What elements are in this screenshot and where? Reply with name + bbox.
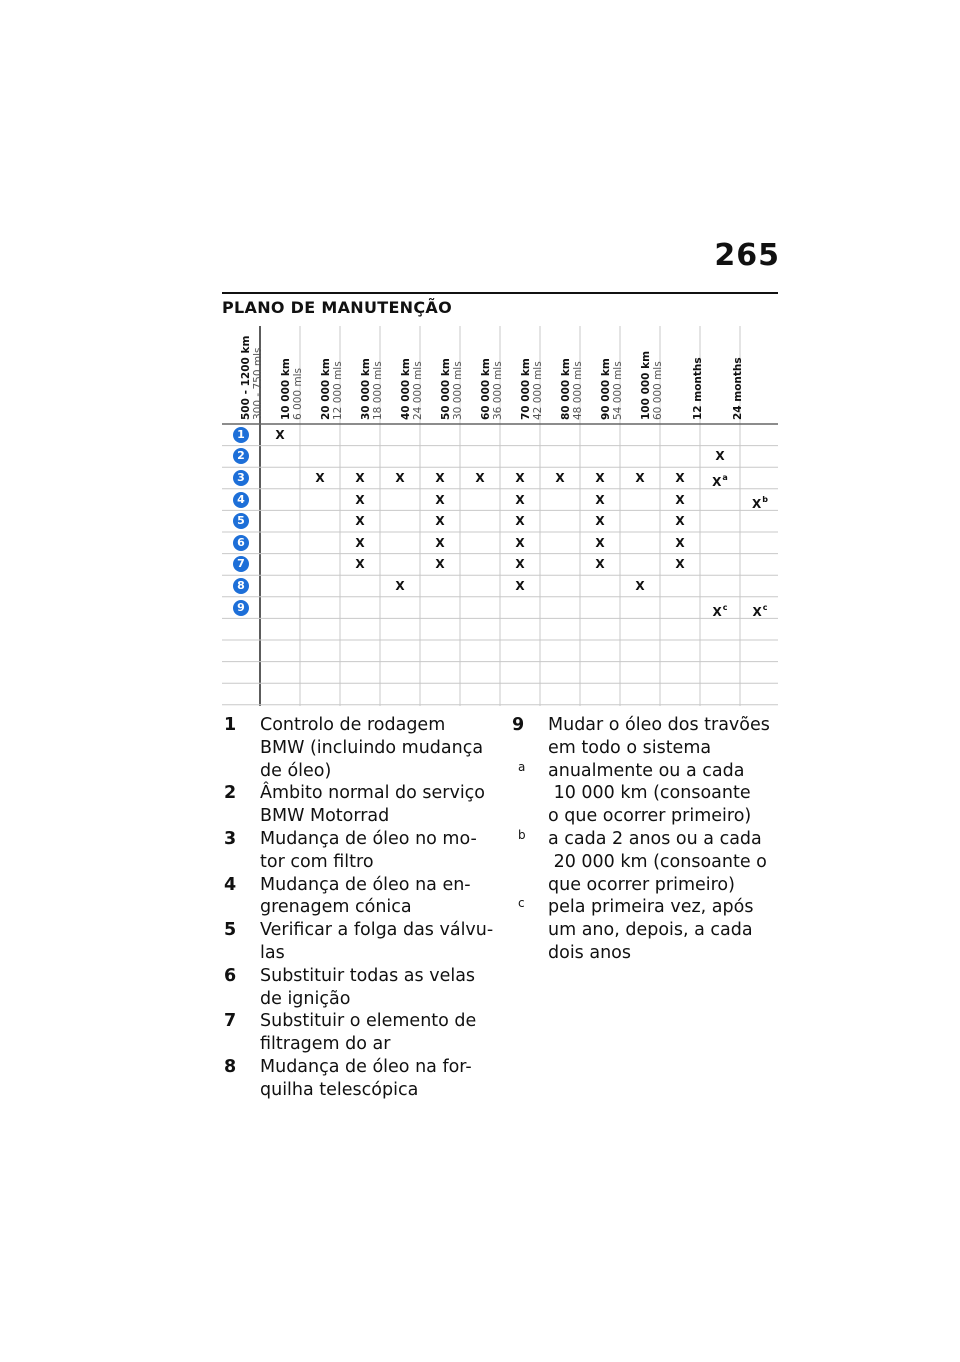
table-mark-footnote: b xyxy=(762,494,768,504)
table-mark-x: X xyxy=(435,514,445,529)
table-mark xyxy=(700,445,740,467)
legend-text-line: Mudança de óleo na en- xyxy=(260,874,471,895)
legend-item xyxy=(222,965,494,1011)
title-divider xyxy=(222,292,778,294)
table-mark xyxy=(620,575,660,597)
legend-text-line: Substituir o elemento de xyxy=(260,1011,477,1032)
legend-text-line: grenagem cónica xyxy=(260,897,412,918)
table-mark-x: X xyxy=(715,449,725,464)
table-mark-x: X xyxy=(395,579,405,593)
table-mark xyxy=(540,467,580,489)
table-mark xyxy=(420,489,460,511)
table-mark-x: X xyxy=(635,579,645,593)
legend-key: a xyxy=(518,759,526,774)
table-mark xyxy=(500,489,540,511)
table-mark xyxy=(500,510,540,532)
table-mark xyxy=(740,489,780,511)
table-mark xyxy=(580,510,620,532)
table-mark xyxy=(500,553,540,575)
table-mark-footnote: c xyxy=(722,602,728,612)
table-mark-x: X xyxy=(435,471,445,485)
legend-text-line: filtragem do ar xyxy=(260,1034,391,1055)
table-mark xyxy=(420,532,460,554)
row-number-badge: 8 xyxy=(233,578,249,594)
column-header-km: 10 000 km xyxy=(280,358,292,420)
page-number: 265 xyxy=(714,238,780,273)
row-number-badge: 5 xyxy=(233,513,249,529)
table-mark-footnote: a xyxy=(722,473,728,482)
table-mark xyxy=(420,553,460,575)
table-mark-x: X xyxy=(435,557,445,572)
legend-item xyxy=(222,1056,494,1102)
column-header-label xyxy=(280,328,304,420)
table-mark-x: X xyxy=(752,496,762,511)
legend-text-line: 20 000 km (consoante o xyxy=(548,851,767,872)
column-header-label xyxy=(320,328,344,420)
column-header-label xyxy=(440,328,464,420)
table-mark-x: X xyxy=(595,535,605,550)
column-header-mls: 300 - 750 mls xyxy=(252,347,264,420)
legend-text-line: pela primeira vez, após xyxy=(548,897,754,918)
legend-item xyxy=(510,896,780,964)
table-mark-footnote: c xyxy=(762,602,768,612)
legend-text-line: Âmbito normal do serviço xyxy=(260,783,486,804)
column-header-mls: 12 000 mls xyxy=(332,361,344,420)
table-mark xyxy=(700,597,740,619)
table-mark-x: X xyxy=(675,557,685,572)
row-number-badge: 9 xyxy=(233,600,249,616)
legend-item xyxy=(222,919,494,965)
column-header-mls: 36 000 mls xyxy=(492,361,504,420)
legend-text-line: anualmente ou a cada xyxy=(548,760,745,781)
column-header-km: 90 000 km xyxy=(600,358,612,420)
table-mark xyxy=(740,597,780,619)
column-header-km: 60 000 km xyxy=(480,358,492,420)
legend-item xyxy=(222,874,494,920)
column-header-km: 100 000 km xyxy=(640,350,652,420)
legend-key: 6 xyxy=(224,965,237,986)
section-title: PLANO DE MANUTENÇÃO xyxy=(222,298,452,317)
column-header-mls: 6 000 mls xyxy=(292,367,304,420)
row-number-badge: 7 xyxy=(233,556,249,572)
legend-text-line: Controlo de rodagem xyxy=(260,715,446,735)
row-number-badge: 2 xyxy=(233,448,249,464)
legend-key: 7 xyxy=(224,1011,237,1032)
legend-key: 2 xyxy=(224,783,237,804)
table-mark xyxy=(300,467,340,489)
column-header-label xyxy=(560,328,584,420)
table-mark xyxy=(380,575,420,597)
legend-key: 3 xyxy=(224,828,237,849)
column-header-mls: 30 000 mls xyxy=(452,361,464,420)
column-header-label xyxy=(400,328,424,420)
legend-item xyxy=(510,760,780,828)
table-mark-x: X xyxy=(355,557,365,572)
table-mark-x: X xyxy=(752,604,762,619)
table-mark xyxy=(340,532,380,554)
legend-text-line: que ocorrer primeiro) xyxy=(548,874,735,895)
table-mark-x: X xyxy=(515,492,525,507)
table-mark-x: X xyxy=(275,427,285,442)
table-mark-x: X xyxy=(555,471,565,485)
column-header-km: 24 months xyxy=(732,357,744,420)
row-number-badge: 4 xyxy=(233,492,249,508)
table-mark-x: X xyxy=(515,557,525,572)
table-mark-x: X xyxy=(355,471,365,485)
table-mark-x: X xyxy=(595,471,605,485)
legend-item xyxy=(222,782,494,828)
legend-text-line: BMW Motorrad xyxy=(260,806,390,827)
legend-text-line: Substituir todas as velas xyxy=(260,965,476,986)
table-mark xyxy=(500,575,540,597)
column-header-km: 20 000 km xyxy=(320,358,332,420)
table-mark xyxy=(620,467,660,489)
table-mark-x: X xyxy=(712,475,722,489)
table-mark-x: X xyxy=(515,514,525,529)
legend-text-line: em todo o sistema xyxy=(548,737,712,758)
table-mark xyxy=(660,467,700,489)
maintenance-table xyxy=(222,326,778,706)
row-number-badge: 1 xyxy=(233,427,249,443)
table-mark-x: X xyxy=(435,535,445,550)
table-mark xyxy=(660,510,700,532)
column-header-mls: 60 000 mls xyxy=(652,361,664,420)
legend-item xyxy=(510,828,780,896)
legend-text-line: Mudança de óleo no mo- xyxy=(260,828,477,849)
table-mark xyxy=(580,553,620,575)
table-mark-x: X xyxy=(595,557,605,572)
table-mark xyxy=(660,489,700,511)
table-mark-x: X xyxy=(435,492,445,507)
table-mark-x: X xyxy=(355,535,365,550)
legend-text-line: de óleo) xyxy=(260,760,332,781)
legend-text-line: las xyxy=(260,942,285,963)
table-mark xyxy=(500,532,540,554)
legend-text-line: Verificar a folga das válvu- xyxy=(260,920,494,941)
legend-key: c xyxy=(518,896,525,911)
column-header-km: 500 - 1200 km xyxy=(240,335,252,420)
column-header-mls: 48 000 mls xyxy=(572,361,584,420)
column-header xyxy=(732,326,780,424)
legend-left-column xyxy=(222,714,494,1102)
legend-text-line: 10 000 km (consoante xyxy=(548,783,751,804)
table-mark xyxy=(460,467,500,489)
column-header-label xyxy=(600,328,624,420)
legend-item xyxy=(222,714,494,782)
legend-item xyxy=(222,1010,494,1056)
table-mark xyxy=(380,467,420,489)
column-header-label xyxy=(640,328,664,420)
legend-text-line: Mudar o óleo dos travões xyxy=(548,715,770,735)
table-mark xyxy=(580,467,620,489)
table-mark-x: X xyxy=(515,535,525,550)
row-number-badge: 3 xyxy=(233,470,249,486)
table-mark-x: X xyxy=(395,471,405,485)
table-mark xyxy=(660,532,700,554)
table-mark-x: X xyxy=(355,514,365,529)
column-header-mls: 54 000 mls xyxy=(612,361,624,420)
column-header-mls: 18 000 mls xyxy=(372,361,384,420)
table-mark xyxy=(260,424,300,446)
legend-key: 9 xyxy=(512,715,525,735)
legend-text-line: quilha telescópica xyxy=(260,1079,419,1100)
table-mark-x: X xyxy=(675,535,685,550)
column-header-label xyxy=(480,328,504,420)
table-mark-x: X xyxy=(675,514,685,529)
table-mark xyxy=(660,553,700,575)
table-mark-x: X xyxy=(675,492,685,507)
table-mark-x: X xyxy=(355,492,365,507)
legend-key: b xyxy=(518,827,526,842)
column-header-km: 12 months xyxy=(692,357,704,420)
table-mark xyxy=(340,489,380,511)
legend-text-line: tor com filtro xyxy=(260,851,374,872)
table-mark xyxy=(340,553,380,575)
table-mark-x: X xyxy=(595,514,605,529)
legend-text-line: dois anos xyxy=(548,942,631,963)
column-header-label xyxy=(520,328,544,420)
legend-key: 8 xyxy=(224,1056,237,1077)
table-mark xyxy=(340,510,380,532)
legend-right-column xyxy=(510,714,780,965)
table-mark-x: X xyxy=(675,471,685,485)
legend-key: 5 xyxy=(224,920,237,941)
legend-text-line: o que ocorrer primeiro) xyxy=(548,806,752,827)
column-header-label xyxy=(240,328,264,420)
table-mark-x: X xyxy=(475,471,485,485)
column-header-mls: 42 000 mls xyxy=(532,361,544,420)
table-mark xyxy=(580,489,620,511)
legend-text-line: BMW (incluindo mudança xyxy=(260,737,484,758)
table-mark-x: X xyxy=(635,471,645,485)
column-header-label xyxy=(360,328,384,420)
legend-text-line: um ano, depois, a cada xyxy=(548,920,753,941)
legend-item xyxy=(510,714,780,760)
table-mark-x: X xyxy=(515,471,525,485)
column-header-label xyxy=(692,328,704,420)
table-mark xyxy=(580,532,620,554)
table-mark-x: X xyxy=(515,579,525,593)
column-header-km: 50 000 km xyxy=(440,358,452,420)
column-header-km: 70 000 km xyxy=(520,358,532,420)
column-header-mls: 24 000 mls xyxy=(412,361,424,420)
legend-key: 1 xyxy=(224,715,237,735)
table-mark-x: X xyxy=(595,492,605,507)
column-header-km: 30 000 km xyxy=(360,358,372,420)
column-header-label xyxy=(732,328,744,420)
table-mark xyxy=(700,467,740,489)
table-mark xyxy=(420,510,460,532)
legend-text-line: a cada 2 anos ou a cada xyxy=(548,828,762,849)
row-number-badge: 6 xyxy=(233,535,249,551)
legend-key: 4 xyxy=(224,874,237,895)
column-header-km: 80 000 km xyxy=(560,358,572,420)
table-mark xyxy=(500,467,540,489)
legend-text-line: de ignição xyxy=(260,988,351,1009)
legend-text-line: Mudança de óleo na for- xyxy=(260,1056,472,1077)
table-mark xyxy=(340,467,380,489)
table-mark-x: X xyxy=(712,604,722,619)
table-mark xyxy=(420,467,460,489)
legend-item xyxy=(222,828,494,874)
column-header-km: 40 000 km xyxy=(400,358,412,420)
table-mark-x: X xyxy=(315,471,325,485)
